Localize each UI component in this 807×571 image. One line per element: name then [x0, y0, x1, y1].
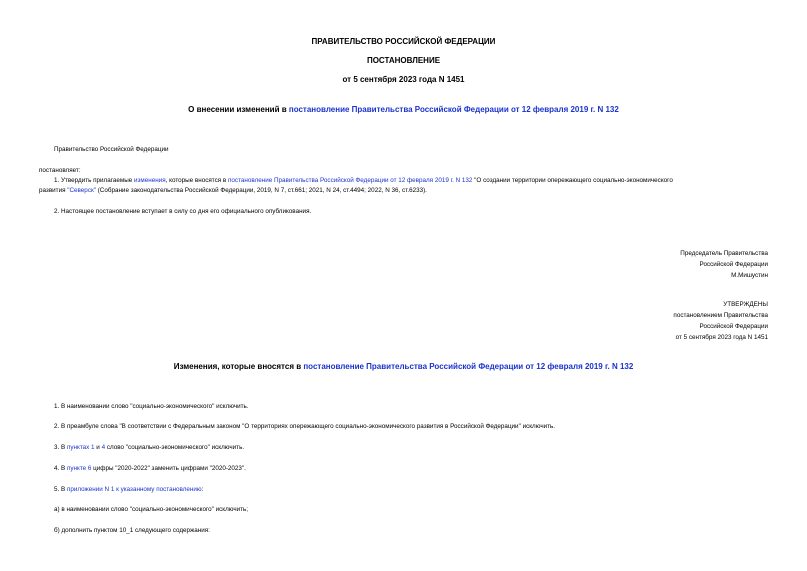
change-1: 1. В наименовании слово "социально-экономического" исключить.: [54, 403, 249, 410]
header-government: ПРАВИТЕЛЬСТВО РОССИЙСКОЙ ФЕДЕРАЦИИ: [311, 37, 496, 46]
approved-line-2: постановлением Правительства: [673, 312, 768, 319]
change4-b: цифры "2020-2022" заменить цифрами "2020-2023".: [91, 465, 246, 472]
signature-line-3: М.Мишустин: [731, 272, 768, 279]
change-3: [54, 443, 244, 453]
change-4: [54, 464, 246, 474]
change3-link-4[interactable]: 4: [101, 444, 106, 451]
signature-line-1: Председатель Правительства: [680, 250, 768, 257]
change-5a: а) в наименовании слово "социально-экономического" исключить;: [54, 506, 249, 513]
change-2: 2. В преамбуле слова "В соответствии с Федеральным законом "О территориях опережающего социально-экономического развития в Российской Федерации" исключить.: [54, 423, 556, 430]
change3-b: и: [94, 444, 102, 451]
approved-block: [508, 299, 768, 343]
change5-link-appendix[interactable]: приложении N 1 к указанному постановлению: [66, 486, 202, 493]
change5-a: 5. В: [54, 486, 67, 493]
intro-decides: постановляет:: [39, 167, 81, 174]
approved-line-4: от 5 сентября 2023 года N 1451: [675, 334, 768, 341]
header-doc-type: ПОСТАНОВЛЕНИЕ: [366, 56, 441, 65]
item1-p3: "О создании территории опережающего социально-экономического: [472, 177, 673, 184]
change3-c: слово "социально-экономического" исключить.: [105, 444, 245, 451]
change3-a: 3. В: [54, 444, 67, 451]
item1-link-changes[interactable]: изменения: [134, 177, 166, 184]
change4-link-item6[interactable]: пункте 6: [66, 465, 92, 472]
approved-line-3: Российской Федерации: [699, 323, 768, 330]
approved-line-1: УТВЕРЖДЕНЫ: [723, 301, 768, 308]
document-title: [0, 105, 807, 114]
change5-b: :: [201, 486, 204, 493]
change-5b: б) дополнить пунктом 10_1 следующего содержания:: [54, 527, 210, 534]
title-prefix: О внесении изменений в: [188, 105, 289, 114]
header-date-number: от 5 сентября 2023 года N 1451: [342, 75, 465, 84]
changes-title-link[interactable]: постановление Правительства Российской Федерации от 12 февраля 2019 г. N 132: [303, 362, 634, 371]
item1-p2: , которые вносятся в: [165, 177, 229, 184]
item1-link-resolution[interactable]: постановление Правительства Российской Федерации от 12 февраля 2019 г. N 132: [228, 177, 473, 184]
item1-p4: развития: [39, 187, 68, 194]
signature-block: [508, 248, 768, 281]
title-link[interactable]: постановление Правительства Российской Федерации от 12 февраля 2019 г. N 132: [288, 105, 619, 114]
changes-title-prefix: Изменения, которые вносятся в: [173, 362, 304, 371]
change4-a: 4. В: [54, 465, 67, 472]
signature-line-2: Российской Федерации: [699, 261, 768, 268]
item-2: 2. Настоящее постановление вступает в силу со дня его официального опубликования.: [54, 208, 312, 215]
item1-link-seversk[interactable]: "Северск": [67, 187, 96, 194]
item-1: [39, 176, 779, 196]
change3-link-items[interactable]: пунктах 1: [66, 444, 95, 451]
item1-p1: 1. Утвердить прилагаемые: [54, 177, 134, 184]
item1-p5: (Собрание законодательства Российской Федерации, 2019, N 7, ст.661; 2021, N 24, ст.4494; 2022, N 36, ст.6233).: [95, 187, 427, 194]
changes-title: [0, 362, 807, 371]
intro-issuer: Правительство Российской Федерации: [54, 146, 169, 153]
change-5: [54, 485, 203, 495]
